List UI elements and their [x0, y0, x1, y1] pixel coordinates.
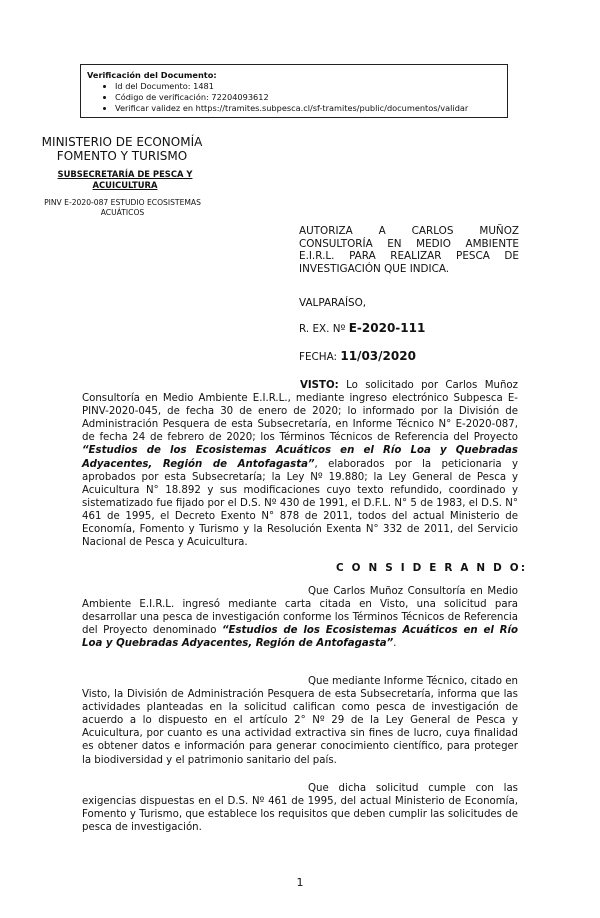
- subsecretaria-line-2: ACUICULTURA: [92, 180, 158, 190]
- verification-url[interactable]: • Verificar validez en https://tramites.subpesca.cl/sf-tramites/public/documentos/validar: [115, 103, 501, 114]
- p1-text-a: Que Carlos Muñoz Consultoría en Medio Ambiente E.I.R.L. ingresó mediante carta citada en Visto, una solicitud para desarrollar una pesca de investigación conforme los Términos Técnicos de Referencia del Proyecto denominado: [82, 586, 518, 637]
- rex-label: R. EX. Nº: [299, 323, 346, 335]
- verification-code: • Código de verificación: 72204093612: [115, 92, 501, 103]
- resolution-date: [299, 349, 416, 363]
- verification-title: Verificación del Documento:: [87, 70, 217, 80]
- visto-project-title: “Estudios de los Ecosistemas Acuáticos en el Río Loa y Quebradas Adyacentes, Región de Antofagasta”: [82, 445, 518, 470]
- visto-paragraph: [82, 379, 518, 549]
- considerando-paragraph-2: [82, 675, 518, 767]
- visto-label: VISTO:: [300, 380, 339, 391]
- fecha-label: FECHA:: [299, 351, 338, 363]
- pinv-line-2: ACUÁTICOS: [100, 207, 145, 217]
- p1-project-title: “Estudios de los Ecosistemas Acuáticos en el Río Loa y Quebradas Adyacentes, Región de Antofagasta”: [82, 625, 518, 650]
- verification-list: [87, 81, 501, 114]
- page-number: 1: [296, 876, 304, 889]
- fecha-value: 11/03/2020: [340, 349, 416, 363]
- p1-text-b: .: [393, 638, 397, 650]
- pinv-reference: [30, 198, 215, 217]
- ministry-line-1: MINISTERIO DE ECONOMÍA: [41, 135, 203, 149]
- ministry-name: [32, 135, 212, 163]
- considerando-paragraph-1: [82, 585, 518, 650]
- considerando-title: C O N S I D E R A N D O:: [336, 562, 528, 574]
- p3-text: Que dicha solicitud cumple con las exigencias dispuestas en el D.S. Nº 461 de 1995, del actual Ministerio de Economía, Fomento y Turismo, que establece los requisitos que deben cumplir las solicitudes de pesca de investigación.: [82, 783, 518, 834]
- verification-box: [80, 64, 508, 118]
- p2-text: Que mediante Informe Técnico, citado en Visto, la División de Administración Pesquera de esta Subsecretaría, informa que las actividades planteadas en la solicitud califican como pesca de investigación de acuerdo a lo dispuesto en el artículo 2° Nº 29 de la Ley General de Pesca y Acuicultura, por cuanto es una actividad extractiva sin fines de lucro, cuya finalidad es obtener datos e información para generar conocimiento científico, para proteger la biodiversidad y el patrimonio sanitario del país.: [82, 676, 518, 766]
- rex-value: E-2020-111: [348, 321, 426, 335]
- resolution-summary: AUTORIZA A CARLOS MUÑOZ CONSULTORÍA EN MEDIO AMBIENTE E.I.R.L. PARA REALIZAR PESCA DE INVESTIGACIÓN QUE INDICA.: [299, 225, 519, 275]
- ministry-line-2: FOMENTO Y TURISMO: [56, 149, 188, 163]
- considerando-paragraph-3: [82, 782, 518, 834]
- pinv-line-1: PINV E-2020-087 ESTUDIO ECOSISTEMAS: [44, 198, 201, 207]
- visto-text-b: , elaborados por la peticionaria y aprobados por esta Subsecretaría; la Ley Nº 19.880; la Ley General de Pesca y Acuicultura N° 18.892 y sus modificaciones cuyo texto refundido, coordinado y sistematizado fue fijado por el D.S. Nº 430 de 1991, el D.F.L. N° 5 de 1983, el D.S. N° 461 de 1995, el Decreto Exento N° 878 de 2011, todos del actual Ministerio de Economía, Fomento y Turismo y la Resolución Exenta N° 332 de 2011, del Servicio Nacional de Pesca y Acuicultura.: [82, 458, 518, 549]
- subsecretaria-name: [40, 169, 210, 191]
- resolution-city: VALPARAÍSO,: [299, 297, 367, 309]
- verification-id: • Id del Documento: 1481: [115, 81, 501, 92]
- subsecretaria-line-1: SUBSECRETARÍA DE PESCA Y: [57, 169, 193, 179]
- visto-text-a: Lo solicitado por Carlos Muñoz Consultoría en Medio Ambiente E.I.R.L., mediante ingreso electrónico Subpesca E-PINV-2020-045, de fecha 30 de enero de 2020; lo informado por la División de Administración Pesquera de esta Subsecretaría, en Informe Técnico N° E-2020-087, de fecha 24 de febrero de 2020; los Términos Técnicos de Referencia del Proyecto: [82, 380, 518, 444]
- resolution-number: [299, 321, 425, 335]
